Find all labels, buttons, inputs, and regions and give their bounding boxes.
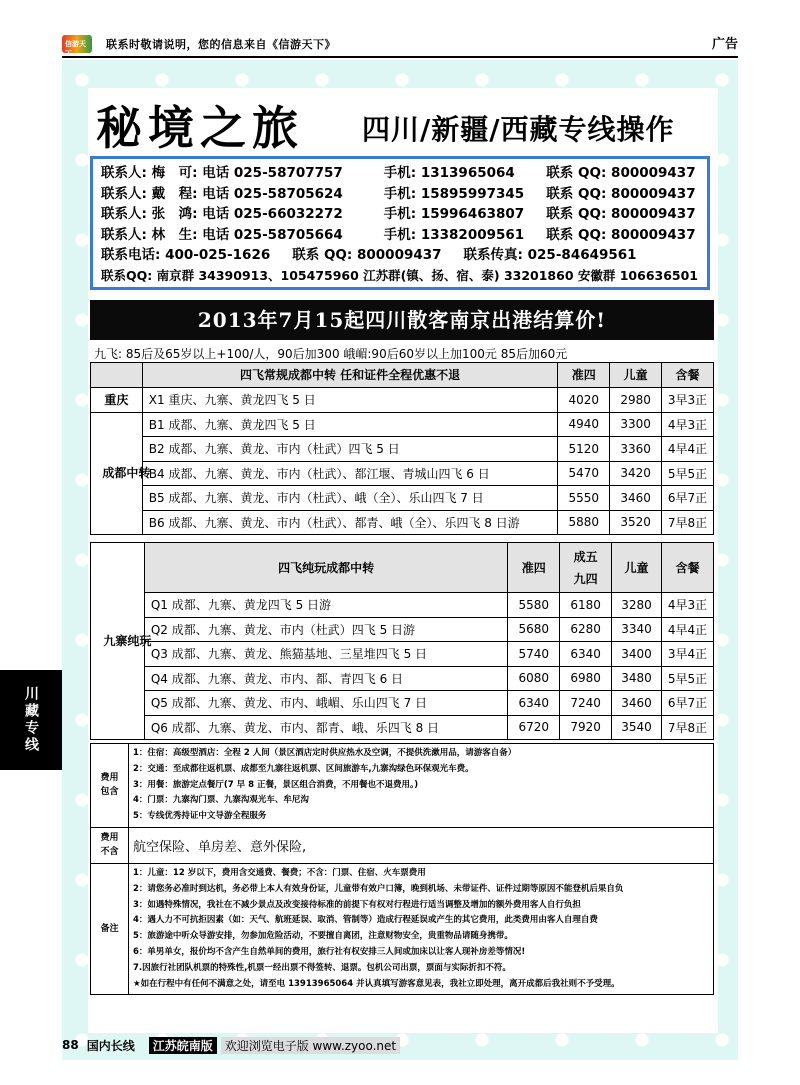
meal-cell: 5早5正: [662, 666, 714, 691]
contact-mobile: 手机: 15996463807: [383, 206, 525, 222]
price-cell: 6080: [508, 666, 560, 691]
header-col: 儿童: [612, 543, 662, 593]
price-cell: 6340: [560, 642, 612, 667]
contact-name-phone: 联系人: 林 生: 电话 025-58705664: [101, 226, 343, 243]
price-cell: 3280: [612, 593, 662, 618]
header-col: 儿童: [610, 363, 662, 388]
route-cell: B4 成都、九寨、黄龙、市内（杜武）、都江堰、青城山四飞 6 日: [142, 461, 558, 486]
table-row: [91, 461, 714, 486]
note-line: 7.因旅行社团队机票的特殊性,机票一经出票不得签转、退票。包机公司出票，票面与实际折扣不符。: [133, 962, 511, 973]
page-number: 88: [62, 1038, 79, 1052]
header-col: 准四: [508, 543, 560, 593]
meal-cell: 4早3正: [662, 593, 714, 618]
route-cell: Q1 成都、九寨、黄龙四飞 5 日游: [144, 593, 507, 618]
table-header-row: [91, 363, 714, 388]
contact-box: [90, 156, 710, 290]
price-cell: 5880: [558, 510, 610, 535]
contact-name-phone: 联系人: 梅 可: 电话 025-58707757: [101, 165, 343, 181]
table-row: [91, 593, 714, 618]
price-cell: 6180: [560, 593, 612, 618]
route-cell: B5 成都、九寨、黄龙、市内（杜武）、峨（全）、乐山四飞 7 日: [142, 486, 558, 511]
header-blank: [91, 363, 143, 388]
contact-name-phone: 联系人: 戴 程: 电话 025-58705624: [101, 185, 343, 202]
route-cell: Q3 成都、九寨、黄龙、熊猫基地、三星堆四飞 5 日: [144, 642, 507, 667]
table-row: [91, 715, 714, 740]
price-cell: 7920: [560, 715, 612, 740]
price-cell: 2980: [610, 387, 662, 412]
meal-cell: 4早4正: [662, 437, 714, 462]
table-row: [91, 666, 714, 691]
notes-label: 备注: [91, 863, 129, 994]
group-label-text: 九寨纯玩: [103, 634, 152, 648]
route-cell: Q6 成都、九寨、黄龙、市内、都青、峨、乐四飞 8 日: [144, 715, 507, 740]
route-cell: B6 成都、九寨、黄龙、市内（杜武）、都青、峨（全）、乐四飞 8 日游: [142, 510, 558, 535]
header-divider: [62, 56, 738, 58]
group-label: [91, 412, 151, 535]
price-cell: 3420: [610, 461, 662, 486]
group-label: 重庆: [91, 387, 143, 412]
top-header: [62, 32, 738, 56]
price-cell: 7240: [560, 691, 612, 716]
notes-label: [91, 827, 129, 863]
meal-cell: 5早5正: [662, 461, 714, 486]
contact-name-phone: 联系人: 张 鸿: 电话 025-66032272: [101, 206, 343, 222]
price-cell: 5470: [558, 461, 610, 486]
header-col-text: 成五九四: [573, 549, 598, 586]
contact-row: [101, 225, 699, 246]
price-cell: 5740: [508, 642, 560, 667]
price-table-standard: [90, 362, 714, 535]
price-cell: 3400: [612, 642, 662, 667]
notes-row-remarks: [91, 863, 714, 994]
price-cell: 5680: [508, 617, 560, 642]
qq-groups: 联系QQ: 南京群 34390913、105475960 江苏群(镇、扬、宿、泰) 33201860 安徽群 106636501: [101, 267, 699, 283]
contact-mobile: 手机: 15895997345: [383, 185, 525, 202]
price-cell: 3340: [612, 617, 662, 642]
contact-row: [101, 184, 699, 205]
table-row: [91, 617, 714, 642]
meal-cell: 4早4正: [662, 617, 714, 642]
contact-mobile: 手机: 13382009561: [383, 226, 525, 243]
route-cell: B2 成都、九寨、黄龙、市内（杜武）四飞 5 日: [142, 437, 558, 462]
header-col: 含餐: [662, 363, 714, 388]
notes-table: [90, 743, 714, 995]
section-name: 国内长线: [86, 1038, 135, 1053]
edition-badge: 江苏皖南版: [149, 1037, 217, 1054]
contact-qq: 联系 QQ: 800009437: [546, 206, 696, 222]
route-cell: X1 重庆、九寨、黄龙四飞 5 日: [142, 387, 558, 412]
table-row: [91, 387, 714, 412]
notes-label: [91, 744, 129, 828]
contact-row: [101, 163, 699, 184]
contact-mobile: 手机: 1313965064: [383, 165, 515, 181]
note-line: 6：单男单女，报价均不含产生自然单间的费用，旅行社有权安排三人间或加床以让客人现补房差等情况!: [133, 946, 526, 957]
general-qq: 联系 QQ: 800009437: [292, 247, 442, 263]
notes-label-text: 费用不含: [100, 833, 119, 858]
page-footer: [62, 1036, 738, 1054]
brand-subtitle: 四川/新疆/西藏专线操作: [362, 113, 675, 146]
price-cell: 3460: [612, 691, 662, 716]
group-label: [91, 543, 152, 740]
header-col: [560, 543, 612, 593]
price-cell: 4020: [558, 387, 610, 412]
route-cell: B1 成都、九寨、黄龙四飞 5 日: [142, 412, 558, 437]
note-line: 5：专线优秀持证中文导游全程服务: [133, 811, 267, 822]
header-col: 含餐: [662, 543, 714, 593]
price-cell: 3520: [610, 510, 662, 535]
route-cell: Q5 成都、九寨、黄龙、市内、峨嵋、乐山四飞 7 日: [144, 691, 507, 716]
note-line: 3：用餐：旅游定点餐厅(7 早 8 正餐，景区组合消费，不用餐也不退费用。): [133, 779, 419, 790]
meal-cell: 7早8正: [662, 510, 714, 535]
note-line: 1：住宿：高级型酒店：全程 2 人间（景区酒店定时供应热水及空调，不提供洗漱用品，请游客自备）: [133, 748, 517, 758]
price-cell: 6980: [560, 666, 612, 691]
note-line: 4：门票：九寨沟门票、九寨沟观光车、牟尼沟: [133, 795, 309, 806]
meal-cell: 7早8正: [662, 715, 714, 740]
notes-content: [129, 744, 714, 828]
price-cell: 5120: [558, 437, 610, 462]
meal-cell: 3早4正: [662, 642, 714, 667]
notes-content: [129, 863, 714, 994]
meal-cell: 4早3正: [662, 412, 714, 437]
notes-row-included: [91, 744, 714, 828]
header-title: 四飞纯玩成都中转: [144, 543, 507, 593]
source-note: 联系时敬请说明，您的信息来自《信游天下》: [106, 38, 336, 51]
table-header-row: [91, 543, 714, 593]
contact-qq: 联系 QQ: 800009437: [546, 226, 696, 243]
ad-tag: 广告: [711, 37, 738, 52]
route-cell: Q2 成都、九寨、黄龙、市内（杜武）四飞 5 日游: [144, 617, 507, 642]
price-cell: 3300: [610, 412, 662, 437]
note-line: 2：交通：至成都往返机票、成都至九寨往返机票、区间旅游车,九寨沟绿色环保观光车费。: [133, 763, 474, 774]
price-cell: 3360: [610, 437, 662, 462]
price-cell: 3540: [612, 715, 662, 740]
price-cell: 4940: [558, 412, 610, 437]
notes-row-excluded: [91, 827, 714, 863]
notes-label-text: 费用包含: [100, 773, 119, 798]
price-table-pure: [90, 542, 714, 740]
excluded-text: 航空保险、单房差、意外保险,: [133, 839, 307, 855]
price-cell: 6720: [508, 715, 560, 740]
general-phone: 联系电话: 400-025-1626: [101, 247, 271, 263]
qq-groups-row: [101, 266, 699, 287]
note-line: 1：儿童：12 岁以下，费用含交通费、餐费；不含：门票、住宿、火车票费用: [133, 867, 426, 878]
table-row: [91, 437, 714, 462]
table-row: [91, 412, 714, 437]
price-cell: 5580: [508, 593, 560, 618]
meal-cell: 6早7正: [662, 486, 714, 511]
contact-general-row: [101, 245, 699, 266]
contact-qq: 联系 QQ: 800009437: [546, 185, 696, 202]
brand-title: 秘境之旅: [96, 101, 304, 155]
route-cell: Q4 成都、九寨、黄龙、市内、都、青四飞 6 日: [144, 666, 507, 691]
notes-content: [129, 827, 714, 863]
price-cell: 5550: [558, 486, 610, 511]
table-row: [91, 486, 714, 511]
meal-cell: 3早3正: [662, 387, 714, 412]
contact-qq: 联系 QQ: 800009437: [546, 165, 696, 181]
price-cell: 3480: [612, 666, 662, 691]
surcharge-note: 九飞: 85后及65岁以上+100/人，90后加300 峨嵋:90后60岁以上加100元 85后加60元: [94, 347, 568, 361]
note-line: 2：请您务必准时到达机，务必带上本人有效身份证，儿童带有效户口簿，晚到机场、未带证件、证件过期等原因不能登机后果自负: [133, 883, 624, 894]
note-line: 3：如遇特殊情况，我社在不减少景点及改变接待标准的前提下有权对行程进行适当调整及增加的额外费用客人自行负担: [133, 899, 581, 910]
website-link[interactable]: 欢迎浏览电子版 www.zyoo.net: [221, 1037, 400, 1054]
note-line: 4：遇人力不可抗拒因素（如：天气、航班延误、取消、管制等）造成行程延误或产生的其它费用，此类费用由客人自理自费: [133, 915, 598, 926]
note-line: 5：旅游途中听众导游安排，勿参加危险活动，不要擅自离团，注意财物安全，贵重物品请随身携带。: [133, 931, 513, 942]
section-side-tab: 川藏专线: [0, 670, 62, 770]
table-row: [91, 691, 714, 716]
table-row: [91, 642, 714, 667]
group-label-text: 成都中转: [102, 466, 151, 481]
publisher-logo: [62, 35, 92, 58]
general-fax: 联系传真: 025-84649561: [463, 247, 637, 263]
header-title: 四飞常规成都中转 任和证件全程优惠不退: [142, 363, 558, 388]
promo-banner: 2013年7月15起四川散客南京出港结算价!: [90, 300, 714, 340]
header-col: 准四: [558, 363, 610, 388]
price-cell: 6340: [508, 691, 560, 716]
price-cell: 3460: [610, 486, 662, 511]
note-line: ★如在行程中有任何不满意之处，请至电 13913965064 并认真填写游客意见表，我社立即处理，离开成都后我社则不予受理。: [133, 978, 620, 989]
contact-row: [101, 204, 699, 225]
logo-text: 信游天下: [65, 40, 86, 58]
meal-cell: 6早7正: [662, 691, 714, 716]
price-cell: 6280: [560, 617, 612, 642]
table-row: [91, 510, 714, 535]
